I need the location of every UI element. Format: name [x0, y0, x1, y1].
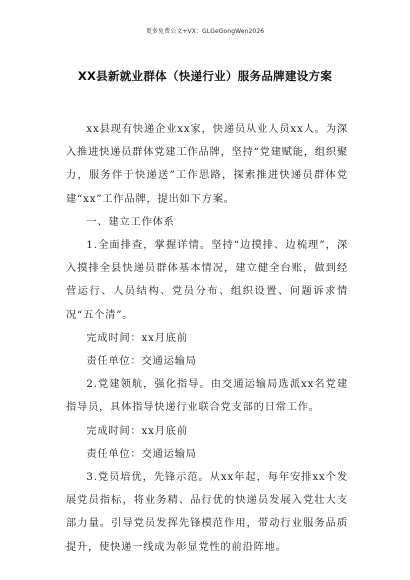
- body-paragraph: 2.党建领航，强化指导。由交通运输局选派xx名党建指导员，具体指导快递行业联合党支部的日常工作。: [66, 379, 348, 414]
- responsible-unit-line: 责任单位：交通运输局: [86, 448, 197, 460]
- section-heading: 一、建立工作体系: [86, 216, 175, 228]
- deadline-line: 完成时间：xx月底前: [86, 332, 188, 344]
- document-title: XX县新就业群体（快递行业）服务品牌建设方案: [77, 69, 333, 83]
- responsible-unit-line: 责任单位：交通运输局: [86, 356, 197, 368]
- intro-paragraph: xx县现有快递企业xx家，快递员从业人员xx人。为深入推进快递员群体党建工作品牌，坚持“党建赋能，组织聚力，服务伴于快递送”工作思路，探索推进快递员群体党建“xx”工作品牌，提出如下方案。: [66, 124, 348, 205]
- document-body: [66, 118, 348, 559]
- body-paragraph: 1.全面排查，掌握详情。坚持“边摸排、边梳理”，深入摸排全县快递员群体基本情况，建立健全台账，做到经营运行、人员结构、党员分布、组织设置、问题诉求情况“五个清”。: [66, 240, 348, 321]
- header-note: 更多免费公文+VX：GLGeGongWen2026: [145, 28, 265, 35]
- body-paragraph: 3.党员培优，先锋示范。从xx年起，每年安排xx个发展党员指标，将业务精、品行优的快递员发展入党壮大支部力量。引导党员发挥先锋模范作用，带动行业服务品质提升，使快递一线成为彰显党性的前沿阵地。: [66, 472, 348, 553]
- deadline-line: 完成时间：xx月底前: [86, 425, 188, 437]
